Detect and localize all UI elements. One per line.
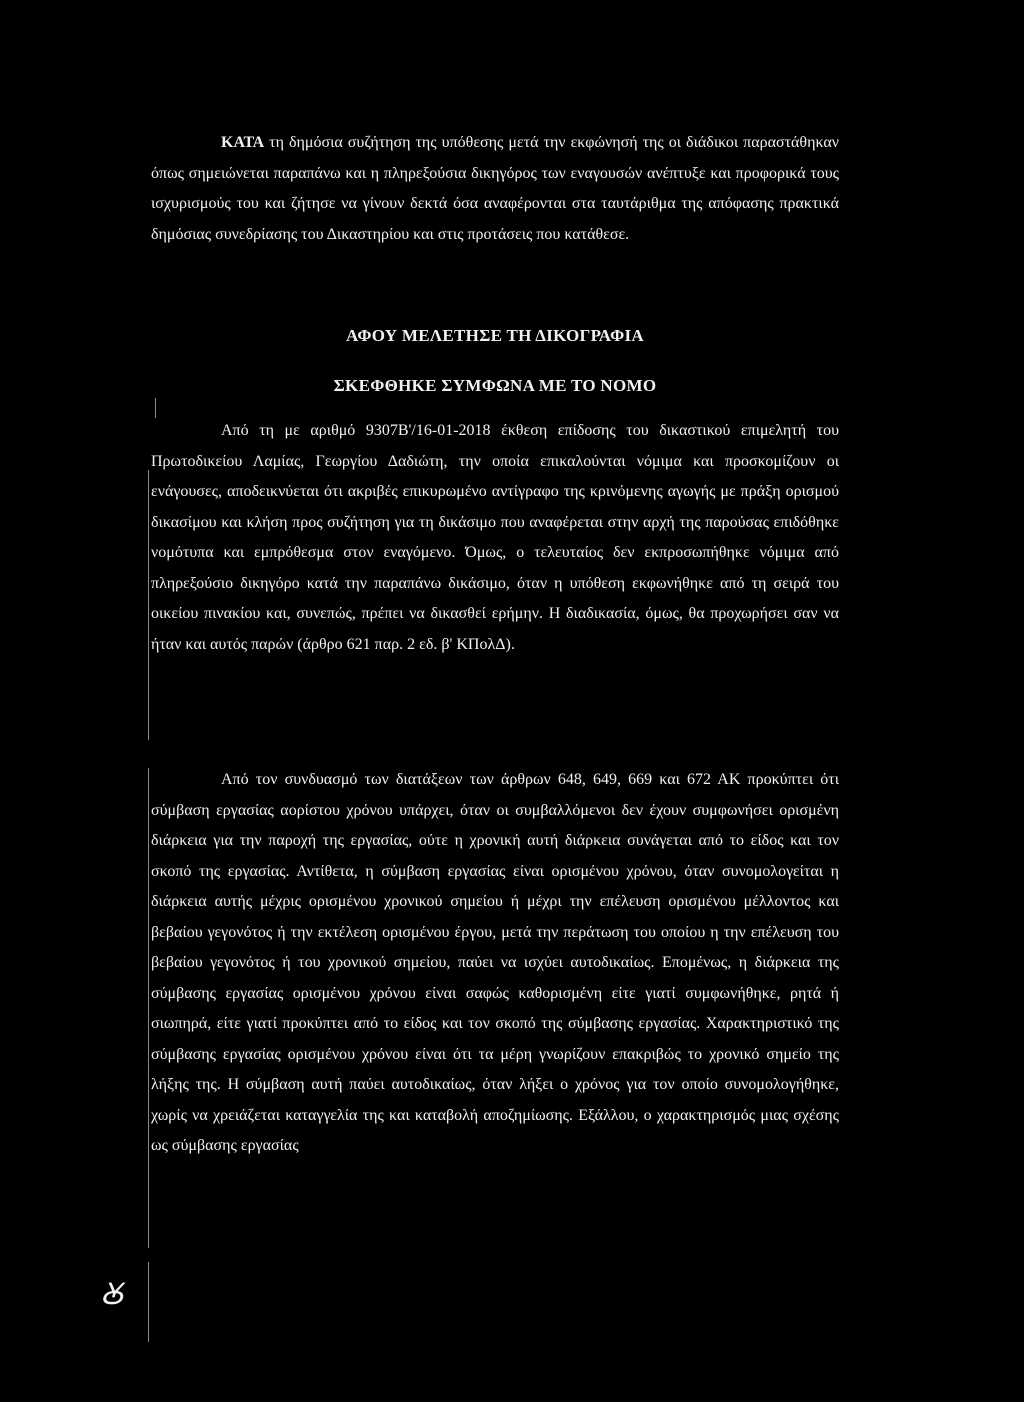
handwritten-initials: Ꙋ (100, 1277, 124, 1312)
paragraph-employment-law-text: Από τον συνδυασμό των διατάξεων των άρθρων 648, 649, 669 και 672 ΑΚ προκύπτει ότι σύμβαση εργασίας αορίστου χρόνου υπάρχει, όταν οι συμβαλλόμενοι δεν έχουν συμφωνήσει ορισμένη διάρκεια για την παροχή της εργασίας, ούτε η χρονική αυτή διάρκεια συνάγεται από το είδος και τον σκοπό της εργασίας. Αντίθετα, η σύμβαση εργασίας είναι ορισμένου χρόνου, όταν συνομολογείται η διάρκεια αυτής μέχρις ορισμένου χρονικού σημείου ή μέχρι την επέλευση ορισμένου μέλλοντος και βεβαίου γεγονότος ή την εκτέλεση ορισμένου έργου, μετά την περάτωση του οποίου η την επέλευση του βεβαίου γεγονότος ή του χρονικού σημείου, παύει να ισχύει αυτοδικαίως. Επομένως, η διάρκεια της σύμβασης εργασίας ορισμένου χρόνου είναι σαφώς καθορισμένη είτε γιατί συμφωνήθηκε, ρητά ή σιωπηρά, είτε γιατί προκύπτει από το είδος και τον σκοπό της σύμβασης εργασίας. Χαρακτηριστικό της σύμβασης εργασίας ορισμένου χρόνου είναι ότι τα μέρη γνωρίζουν επακριβώς το χρονικό σημείο της λήξης της. Η σύμβαση αυτή παύει αυτοδικαίως, όταν λήξει ο χρόνος για τον οποίο συνομολογήθηκε, χωρίς να χρειάζεται καταγγελία της και καταβολή αποζημίωσης. Εξάλλου, ο χαρακτηρισμός μιας σχέσης ως σύμβασης εργασίας (151, 771, 839, 1154)
margin-mark-upper (155, 398, 156, 418)
paragraph-hearing-text (151, 128, 839, 250)
paragraph-hearing (151, 128, 839, 250)
paragraph-hearing-body: τη δημόσια συζήτηση της υπόθεσης μετά την εκφώνησή της οι διάδικοι παραστάθηκαν όπως σημειώνεται παραπάνω και η πληρεξούσια δικηγόρος των εναγουσών ανέπτυξε και προφορικά τους ισχυρισμούς του και ζήτησε να γίνουν δεκτά όσα αναφέρονται στα ταυτάριθμα της απόφασης πρακτικά δημόσιας συνεδρίασης του Δικαστηρίου και στις προτάσεις που κατάθεσε. (151, 134, 839, 243)
paragraph-service-text: Από τη με αριθμό 9307Β'/16-01-2018 έκθεση επίδοσης του δικαστικού επιμελητή του Πρωτοδικείου Λαμίας, Γεωργίου Δαδιώτη, την οποία επικαλούνται νόμιμα και προσκομίζουν οι ενάγουσες, αποδεικνύεται ότι ακριβές επικυρωμένο αντίγραφο της κρινόμενης αγωγής με πράξη ορισμού δικασίμου και κλήση προς συζήτηση για τη δικάσιμο που αναφέρεται στην αρχή της παρούσας επιδόθηκε νομότυπα και εμπρόθεσμα στον εναγόμενο. Όμως, ο τελευταίος δεν εκπροσωπήθηκε νόμιμα από πληρεξούσιο δικηγόρο κατά την παραπάνω δικάσιμο, όταν η υπόθεση εκφωνήθηκε από τη σειρά του οικείου πινακίου και, συνεπώς, πρέπει να δικασθεί ερήμην. Η διαδικασία, όμως, θα προχωρήσει σαν να ήταν και αυτός παρών (άρθρο 621 παρ. 2 εδ. β' ΚΠολΔ). (151, 422, 839, 653)
margin-mark-middle (148, 470, 149, 740)
paragraph-lead-word: ΚΑΤΑ (221, 134, 265, 151)
heading-studied-file: ΑΦΟΥ ΜΕΛΕΤΗΣΕ ΤΗ ΔΙΚΟΓΡΑΦΙΑ (346, 326, 644, 345)
heading-considered-law: ΣΚΕΦΘΗΚΕ ΣΥΜΦΩΝΑ ΜΕ ΤΟ ΝΟΜΟ (333, 376, 657, 395)
paragraph-employment-law (151, 765, 839, 1162)
margin-mark-lower (148, 768, 149, 1248)
margin-mark-bottom (148, 1262, 149, 1342)
paragraph-service (151, 416, 839, 660)
